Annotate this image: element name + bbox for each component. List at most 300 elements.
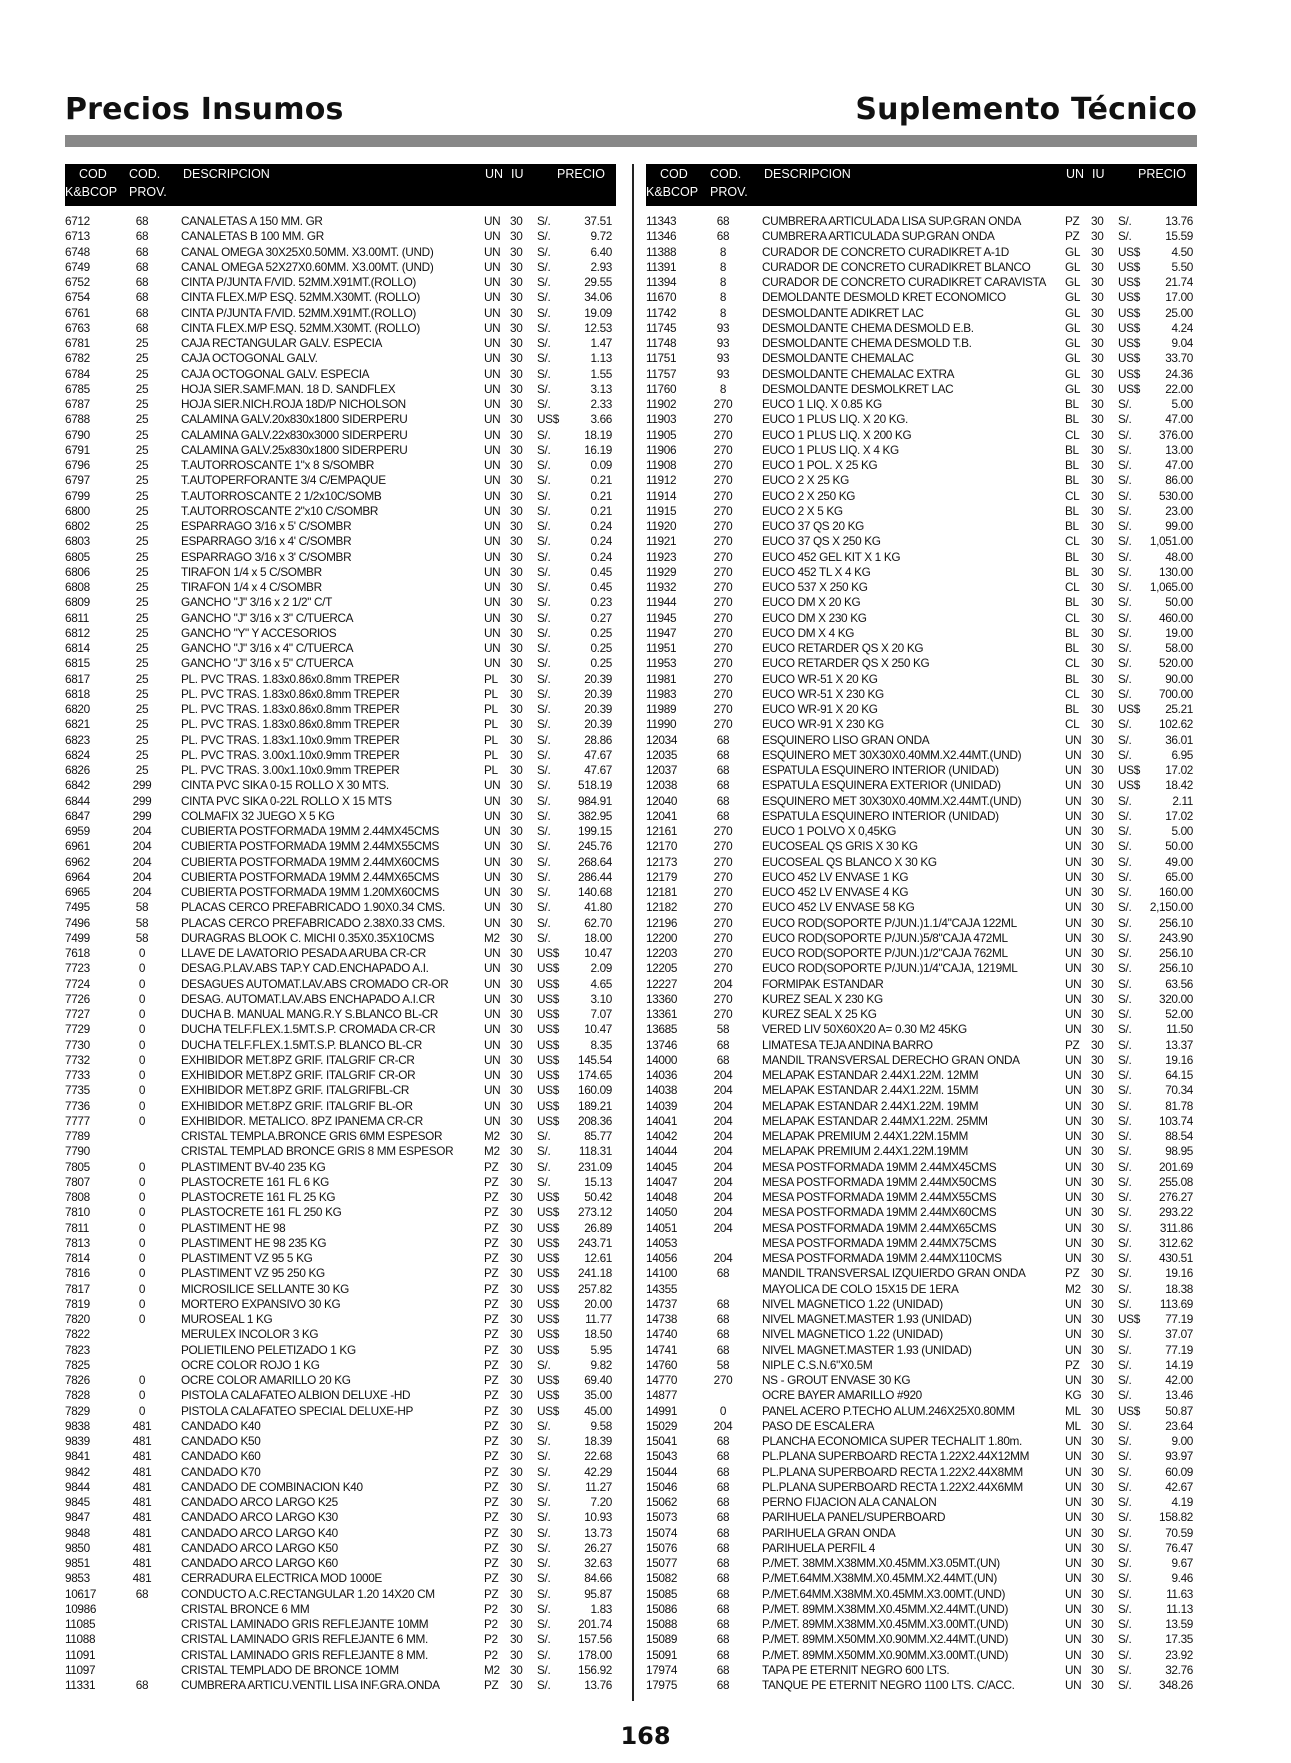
table-row xyxy=(646,1144,1197,1159)
cell-price: 65.00 xyxy=(1165,869,1193,884)
table-row xyxy=(646,1282,1197,1297)
cell-description: EUCO 452 LV ENVASE 1 KG xyxy=(762,869,909,884)
cell-prov: 481 xyxy=(132,1464,152,1479)
cell-cod: 6806 xyxy=(65,564,90,579)
cell-iu: 30 xyxy=(1091,1403,1104,1418)
cell-cod: 14000 xyxy=(646,1052,678,1067)
cell-currency: S/. xyxy=(1118,1388,1132,1403)
table-row xyxy=(65,855,616,870)
cell-description: MUROSEAL 1 KG xyxy=(181,1312,273,1326)
cell-cod: 11757 xyxy=(646,366,677,381)
table-row xyxy=(65,412,616,427)
cell-cod: 14050 xyxy=(646,1205,678,1220)
cell-currency: S/. xyxy=(1118,564,1132,579)
cell-unit: UN xyxy=(1065,1586,1082,1601)
cell-iu: 30 xyxy=(510,1144,523,1159)
cell-price: 10.93 xyxy=(584,1510,612,1525)
cell-prov: 68 xyxy=(716,1571,730,1586)
cell-currency: S/. xyxy=(537,1617,551,1631)
cell-description: NIPLE C.S.N.6"X0.5M xyxy=(762,1357,873,1372)
cell-price: 7.20 xyxy=(590,1495,612,1509)
cell-price: 88.54 xyxy=(1165,1129,1193,1143)
cell-cod: 6782 xyxy=(65,351,90,366)
cell-iu: 30 xyxy=(510,778,523,793)
table-row xyxy=(646,961,1197,976)
table-row xyxy=(646,1663,1197,1678)
cell-iu: 30 xyxy=(510,946,523,960)
cell-iu: 30 xyxy=(510,1037,523,1052)
cell-prov: 68 xyxy=(716,1479,730,1494)
cell-price: 98.95 xyxy=(1165,1144,1193,1159)
cell-price: 5.00 xyxy=(1171,397,1193,411)
cell-iu: 30 xyxy=(1091,412,1104,427)
cell-price: 276.27 xyxy=(1159,1190,1193,1204)
cell-cod: 6799 xyxy=(65,488,90,503)
cell-currency: US$ xyxy=(1118,305,1140,320)
cell-description: CAJA OCTOGONAL GALV. xyxy=(181,351,318,366)
cell-currency: S/. xyxy=(1118,885,1132,899)
cell-price: 0.25 xyxy=(590,625,612,640)
table-row xyxy=(646,1602,1197,1617)
cell-unit: GL xyxy=(1065,290,1081,305)
cell-price: 160.09 xyxy=(578,1083,612,1098)
cell-prov: 0 xyxy=(138,1205,146,1220)
cell-prov: 25 xyxy=(135,671,149,686)
cell-cod: 11944 xyxy=(646,595,677,610)
cell-iu: 30 xyxy=(1091,1495,1104,1509)
cell-cod: 6961 xyxy=(65,839,90,854)
cell-cod: 6847 xyxy=(65,808,90,823)
cell-description: PLASTIMENT VZ 95 250 KG xyxy=(181,1266,325,1281)
cell-cod: 6826 xyxy=(65,763,90,777)
cell-description: DESMOLDANTE CHEMA DESMOLD E.B. xyxy=(762,320,974,335)
cell-description: CRISTAL LAMINADO GRIS REFLEJANTE 8 MM. xyxy=(181,1647,428,1662)
table-row xyxy=(646,1038,1197,1053)
table-row xyxy=(646,275,1197,290)
cell-prov: 68 xyxy=(716,732,730,747)
cell-price: 11.27 xyxy=(585,1479,612,1494)
cell-unit: PZ xyxy=(484,1220,499,1235)
cell-prov: 25 xyxy=(135,549,149,564)
cell-cod: 14877 xyxy=(646,1388,678,1403)
cell-iu: 30 xyxy=(510,641,523,655)
cell-cod: 6802 xyxy=(65,519,90,533)
cell-prov: 25 xyxy=(135,717,149,732)
table-row xyxy=(65,1449,616,1464)
cell-iu: 30 xyxy=(1091,458,1104,472)
cell-unit: UN xyxy=(1065,1174,1082,1189)
cell-price: 9.72 xyxy=(590,229,612,244)
table-header xyxy=(646,164,1197,206)
cell-description: EUCO DM X 20 KG xyxy=(762,595,861,610)
cell-description: PLASTIMENT HE 98 xyxy=(181,1220,286,1235)
cell-currency: S/. xyxy=(1118,1617,1132,1631)
cell-cod: 13361 xyxy=(646,1007,678,1021)
cell-description: EUCO RETARDER QS X 20 KG xyxy=(762,641,924,655)
cell-cod: 11981 xyxy=(646,671,677,686)
cell-description: CANAL OMEGA 52X27X0.60MM. X3.00MT. (UND) xyxy=(181,259,434,274)
cell-price: 42.00 xyxy=(1165,1373,1193,1387)
cell-unit: UN xyxy=(1065,854,1082,869)
cell-iu: 30 xyxy=(510,1235,523,1250)
table-row xyxy=(646,229,1197,244)
table-row xyxy=(65,1266,616,1281)
cell-iu: 30 xyxy=(1091,534,1104,549)
cell-description: EUCO 37 QS X 250 KG xyxy=(762,534,881,549)
cell-cod: 6749 xyxy=(65,259,90,274)
cell-unit: UN xyxy=(484,961,501,976)
cell-unit: PZ xyxy=(484,1571,499,1586)
cell-cod: 14056 xyxy=(646,1251,678,1265)
table-row xyxy=(65,839,616,854)
cell-currency: S/. xyxy=(1118,641,1132,655)
cell-cod: 14045 xyxy=(646,1159,678,1174)
table-row xyxy=(65,702,616,717)
table-row xyxy=(65,1587,616,1602)
cell-price: 241.18 xyxy=(578,1266,612,1281)
cell-description: EUCO 1 PLUS LIQ. X 4 KG xyxy=(762,442,899,457)
table-row xyxy=(646,1343,1197,1358)
cell-currency: S/. xyxy=(1118,961,1132,976)
cell-description: DESMOLDANTE CHEMA DESMOLD T.B. xyxy=(762,336,972,350)
cell-cod: 6818 xyxy=(65,686,90,701)
cell-cod: 11932 xyxy=(646,580,677,594)
cell-price: 273.12 xyxy=(578,1205,612,1220)
cell-currency: S/. xyxy=(1118,839,1132,854)
cell-iu: 30 xyxy=(1091,442,1104,457)
cell-cod: 15082 xyxy=(646,1571,678,1586)
cell-currency: US$ xyxy=(1118,336,1140,350)
cell-cod: 9850 xyxy=(65,1540,90,1555)
cell-iu: 30 xyxy=(510,702,523,716)
cell-iu: 30 xyxy=(1091,686,1104,701)
cell-unit: UN xyxy=(484,259,501,274)
cell-currency: S/. xyxy=(537,1540,551,1555)
cell-currency: S/. xyxy=(1118,1601,1132,1616)
cell-price: 52.00 xyxy=(1165,1007,1193,1021)
cell-iu: 30 xyxy=(1091,869,1104,884)
cell-currency: S/. xyxy=(1118,1540,1132,1555)
cell-iu: 30 xyxy=(510,610,523,625)
cell-prov: 68 xyxy=(716,1647,730,1662)
cell-description: HOJA SIER.NICH.ROJA 18D/P NICHOLSON xyxy=(181,397,406,411)
cell-description: DESMOLDANTE DESMOLKRET LAC xyxy=(762,381,954,396)
table-row xyxy=(65,1068,616,1083)
cell-price: 37.51 xyxy=(584,214,612,228)
cell-currency: S/. xyxy=(537,1174,551,1189)
cell-currency: S/. xyxy=(1118,1281,1132,1296)
cell-iu: 30 xyxy=(1091,961,1104,976)
cell-price: 13.46 xyxy=(1165,1388,1193,1403)
cell-cod: 7823 xyxy=(65,1342,90,1357)
cell-unit: UN xyxy=(1065,915,1082,930)
cell-prov: 25 xyxy=(135,473,149,488)
cell-price: 70.59 xyxy=(1165,1525,1193,1540)
cell-unit: UN xyxy=(1065,1068,1082,1082)
cell-prov: 68 xyxy=(716,1678,730,1692)
cell-description: MESA POSTFORMADA 19MM 2.44MX75CMS xyxy=(762,1235,997,1250)
price-table-right xyxy=(646,164,1197,1693)
cell-cod: 7733 xyxy=(65,1068,90,1082)
cell-description: ESPATULA ESQUINERO INTERIOR (UNIDAD) xyxy=(762,763,999,777)
cell-price: 102.62 xyxy=(1159,717,1193,732)
cell-description: PLASTOCRETE 161 FL 250 KG xyxy=(181,1205,342,1220)
cell-iu: 30 xyxy=(1091,656,1104,671)
cell-iu: 30 xyxy=(510,1266,523,1281)
cell-description: EUCO 2 X 5 KG xyxy=(762,503,843,518)
cell-price: 35.00 xyxy=(584,1388,612,1403)
cell-cod: 6815 xyxy=(65,656,90,671)
cell-description: LLAVE DE LAVATORIO PESADA ARUBA CR-CR xyxy=(181,946,426,960)
table-row xyxy=(65,778,616,793)
cell-currency: S/. xyxy=(537,473,551,488)
cell-price: 77.19 xyxy=(1165,1312,1193,1326)
table-row xyxy=(65,1053,616,1068)
cell-prov: 68 xyxy=(716,1464,730,1479)
cell-description: NS - GROUT ENVASE 30 KG xyxy=(762,1373,911,1387)
cell-unit: UN xyxy=(484,580,501,594)
cell-unit: UN xyxy=(1065,763,1082,777)
cell-prov: 68 xyxy=(716,747,730,762)
cell-cod: 12203 xyxy=(646,946,678,960)
cell-prov: 0 xyxy=(138,1251,146,1265)
cell-price: 9.67 xyxy=(1171,1556,1193,1570)
cell-iu: 30 xyxy=(1091,1586,1104,1601)
cell-price: 11.63 xyxy=(1166,1586,1193,1601)
cell-unit: PL xyxy=(484,747,498,762)
table-row xyxy=(646,717,1197,732)
cell-prov: 204 xyxy=(132,854,152,869)
table-row xyxy=(646,1495,1197,1510)
cell-iu: 30 xyxy=(510,458,523,472)
cell-prov: 0 xyxy=(138,1312,146,1326)
cell-unit: UN xyxy=(1065,1632,1082,1647)
cell-description: KUREZ SEAL X 25 KG xyxy=(762,1007,877,1021)
cell-unit: PZ xyxy=(1065,214,1080,228)
table-header xyxy=(65,164,616,206)
table-row xyxy=(65,595,616,610)
cell-price: 5.00 xyxy=(1171,824,1193,838)
cell-cod: 15086 xyxy=(646,1601,678,1616)
cell-iu: 30 xyxy=(510,1647,523,1662)
cell-prov: 270 xyxy=(713,1007,733,1021)
cell-currency: S/. xyxy=(1118,1479,1132,1494)
cell-prov: 68 xyxy=(716,1510,730,1525)
table-row xyxy=(646,397,1197,412)
cell-cod: 7729 xyxy=(65,1022,90,1037)
cell-price: 256.10 xyxy=(1159,961,1193,976)
table-row xyxy=(65,1282,616,1297)
cell-currency: US$ xyxy=(1118,1312,1140,1326)
cell-currency: S/. xyxy=(1118,1632,1132,1647)
cell-unit: PZ xyxy=(484,1479,499,1494)
cell-price: 50.00 xyxy=(1165,595,1193,610)
cell-unit: UN xyxy=(484,488,501,503)
cell-price: 20.39 xyxy=(584,702,612,716)
cell-unit: UN xyxy=(1065,1235,1082,1250)
cell-description: CERRADURA ELECTRICA MOD 1000E xyxy=(181,1571,382,1586)
cell-description: CUMBRERA ARTICULADA SUP.GRAN ONDA xyxy=(762,229,995,244)
cell-prov: 204 xyxy=(132,885,152,899)
cell-iu: 30 xyxy=(1091,1571,1104,1586)
cell-description: CURADOR DE CONCRETO CURADIKRET BLANCO xyxy=(762,259,1031,274)
cell-prov: 25 xyxy=(135,458,149,472)
cell-unit: UN xyxy=(484,885,501,899)
cell-prov: 204 xyxy=(132,824,152,838)
cell-prov: 270 xyxy=(713,885,733,899)
cell-currency: S/. xyxy=(537,1678,551,1692)
cell-iu: 30 xyxy=(1091,1220,1104,1235)
cell-iu: 30 xyxy=(1091,1556,1104,1570)
cell-prov: 25 xyxy=(135,519,149,533)
cell-unit: UN xyxy=(1065,1220,1082,1235)
cell-prov: 204 xyxy=(713,976,733,991)
cell-cod: 6962 xyxy=(65,854,90,869)
cell-description: GANCHO "J" 3/16 x 2 1/2" C/T xyxy=(181,595,332,610)
cell-unit: ML xyxy=(1065,1418,1081,1433)
cell-description: OCRE BAYER AMARILLO #920 xyxy=(762,1388,922,1403)
cell-price: 21.74 xyxy=(1165,275,1193,289)
cell-unit: UN xyxy=(1065,747,1082,762)
cell-description: ESPARRAGO 3/16 x 5' C/SOMBR xyxy=(181,519,352,533)
cell-iu: 30 xyxy=(510,1678,523,1692)
cell-currency: S/. xyxy=(1118,1266,1132,1281)
cell-description: EUCO 452 TL X 4 KG xyxy=(762,564,871,579)
cell-description: MELAPAK ESTANDAR 2.44MX1.22M. 25MM xyxy=(762,1113,988,1128)
cell-unit: BL xyxy=(1065,549,1079,564)
cell-cod: 6748 xyxy=(65,244,90,259)
table-row xyxy=(65,1144,616,1159)
cell-prov: 204 xyxy=(713,1068,733,1082)
cell-currency: S/. xyxy=(537,732,551,747)
table-row xyxy=(646,1297,1197,1312)
cell-prov: 270 xyxy=(713,686,733,701)
table-row xyxy=(646,656,1197,671)
cell-description: PL. PVC TRAS. 1.83x1.10x0.9mm TREPER xyxy=(181,732,400,747)
cell-cod: 12181 xyxy=(646,885,678,899)
cell-prov: 270 xyxy=(713,580,733,594)
cell-price: 20.39 xyxy=(584,671,612,686)
cell-unit: UN xyxy=(1065,1113,1082,1128)
cell-cod: 6713 xyxy=(65,229,90,244)
table-body xyxy=(646,214,1197,1693)
cell-cod: 7735 xyxy=(65,1083,90,1098)
cell-cod: 11394 xyxy=(646,275,677,289)
cell-description: CINTA PVC SIKA 0-15 ROLLO X 30 MTS. xyxy=(181,778,389,793)
table-row xyxy=(646,1571,1197,1586)
cell-unit: UN xyxy=(1065,1144,1082,1159)
cell-currency: S/. xyxy=(1118,824,1132,838)
cell-iu: 30 xyxy=(510,1586,523,1601)
cell-price: 23.64 xyxy=(1165,1418,1193,1433)
table-row xyxy=(646,1236,1197,1251)
cell-prov: 0 xyxy=(138,1007,146,1021)
cell-description: EUCO 1 PLUS LIQ. X 200 KG xyxy=(762,427,912,442)
table-row xyxy=(646,916,1197,931)
cell-cod: 11989 xyxy=(646,702,677,716)
cell-iu: 30 xyxy=(510,1525,523,1540)
cell-unit: BL xyxy=(1065,473,1079,488)
cell-prov: 68 xyxy=(135,214,149,228)
cell-currency: S/. xyxy=(1118,1113,1132,1128)
table-row xyxy=(65,1327,616,1342)
cell-price: 32.76 xyxy=(1165,1662,1193,1677)
table-row xyxy=(646,1434,1197,1449)
cell-currency: US$ xyxy=(1118,259,1140,274)
cell-unit: UN xyxy=(1065,1495,1082,1509)
cell-prov: 0 xyxy=(138,1174,146,1189)
cell-prov: 68 xyxy=(716,763,730,777)
cell-description: ESPATULA ESQUINERO INTERIOR (UNIDAD) xyxy=(762,808,999,823)
cell-description: PLASTIMENT VZ 95 5 KG xyxy=(181,1251,313,1265)
cell-prov: 0 xyxy=(138,1159,146,1174)
cell-currency: S/. xyxy=(537,1418,551,1433)
cell-description: PLASTOCRETE 161 FL 25 KG xyxy=(181,1190,336,1204)
table-row xyxy=(65,641,616,656)
cell-description: OCRE COLOR ROJO 1 KG xyxy=(181,1357,320,1372)
cell-currency: S/. xyxy=(1118,427,1132,442)
cell-currency: S/. xyxy=(1118,976,1132,991)
cell-unit: GL xyxy=(1065,259,1081,274)
cell-currency: S/. xyxy=(537,458,551,472)
cell-cod: 7807 xyxy=(65,1174,90,1189)
cell-description: EUCO ROD(SOPORTE P/JUN.)1.1/4"CAJA 122ML xyxy=(762,915,1017,930)
table-row xyxy=(65,733,616,748)
cell-iu: 30 xyxy=(510,1098,523,1113)
cell-cod: 12170 xyxy=(646,839,678,854)
table-row xyxy=(646,1327,1197,1342)
cell-description: NIVEL MAGNET.MASTER 1.93 (UNIDAD) xyxy=(762,1312,972,1326)
table-row xyxy=(65,1541,616,1556)
cell-unit: BL xyxy=(1065,442,1079,457)
cell-unit: UN xyxy=(484,412,501,427)
table-row xyxy=(646,1480,1197,1495)
cell-iu: 30 xyxy=(510,488,523,503)
table-row xyxy=(646,1587,1197,1602)
table-row xyxy=(65,717,616,732)
cell-iu: 30 xyxy=(510,1556,523,1570)
col-cod-sub: K&BCOP xyxy=(65,185,118,199)
cell-unit: UN xyxy=(1065,1251,1082,1265)
cell-prov: 8 xyxy=(719,290,727,305)
cell-cod: 14760 xyxy=(646,1357,678,1372)
cell-description: MELAPAK ESTANDAR 2.44X1.22M. 15MM xyxy=(762,1083,979,1098)
cell-description: PL. PVC TRAS. 1.83x0.86x0.8mm TREPER xyxy=(181,702,400,716)
table-row xyxy=(65,931,616,946)
cell-description: MANDIL TRANSVERSAL DERECHO GRAN ONDA xyxy=(762,1052,1020,1067)
cell-description: CAJA RECTANGULAR GALV. ESPECIA xyxy=(181,336,383,350)
table-row xyxy=(65,626,616,641)
cell-unit: BL xyxy=(1065,595,1079,610)
cell-unit: UN xyxy=(484,793,501,808)
cell-currency: S/. xyxy=(537,1357,551,1372)
cell-iu: 30 xyxy=(510,839,523,854)
cell-cod: 12161 xyxy=(646,824,678,838)
cell-prov: 481 xyxy=(132,1571,152,1586)
cell-iu: 30 xyxy=(510,717,523,732)
cell-iu: 30 xyxy=(510,381,523,396)
table-row xyxy=(646,641,1197,656)
cell-description: EXHIBIDOR MET.8PZ GRIF. ITALGRIF CR-OR xyxy=(181,1068,416,1082)
table-row xyxy=(65,1007,616,1022)
cell-price: 700.00 xyxy=(1159,686,1193,701)
cell-currency: US$ xyxy=(537,1205,559,1220)
cell-description: PISTOLA CALAFATEO SPECIAL DELUXE-HP xyxy=(181,1403,414,1418)
table-row xyxy=(646,245,1197,260)
cell-currency: S/. xyxy=(1118,473,1132,488)
cell-prov: 25 xyxy=(135,763,149,777)
col-prov: COD. xyxy=(129,167,161,181)
